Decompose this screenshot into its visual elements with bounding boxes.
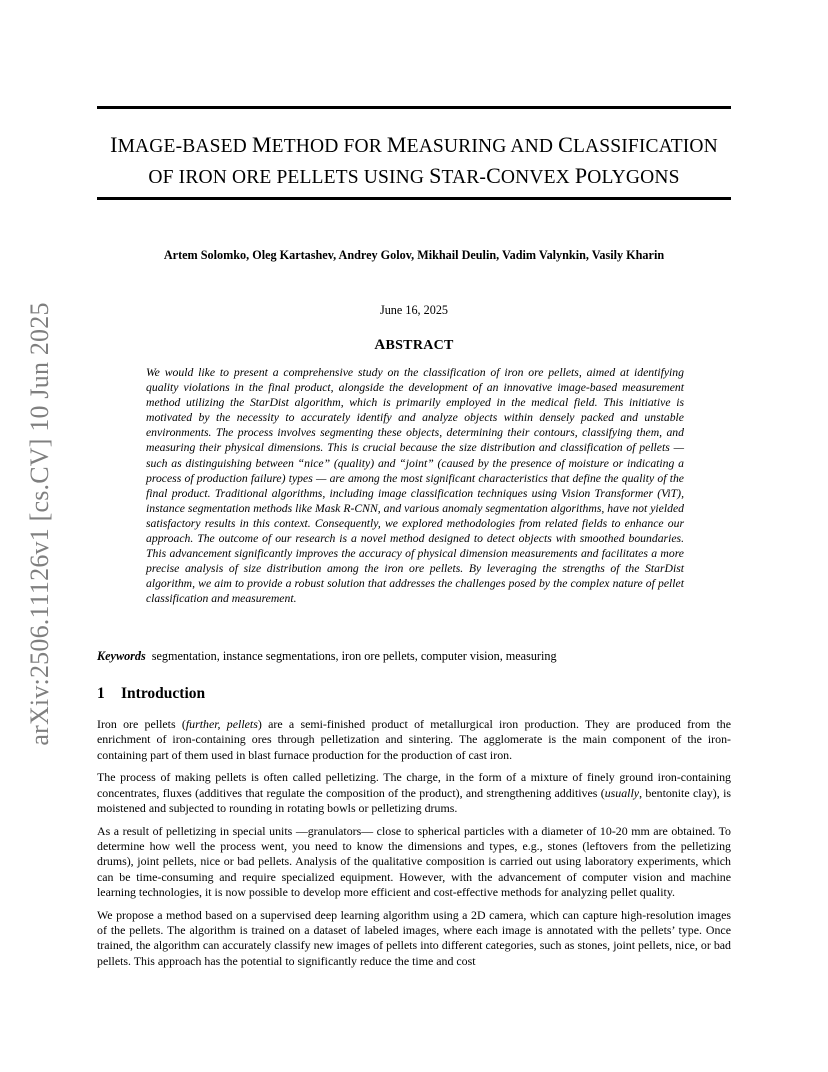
paper-title xyxy=(90,130,738,192)
abstract-heading-cap: A xyxy=(374,337,386,353)
paragraph: As a result of pelletizing in special units —granulators— close to spherical particles with a diameter of 10-20 mm are obtained. To determine how well the process went, you need to know the dimensions and types, e.g., stones (leftovers from the pelletizing drums), joint pellets, nice or bad pellets. Analysis of the qualitative composition is carried out using laboratory experiments, which can be time-consuming and require specialized equipment. However, with the advancement of computer vision and machine learning technologies, it is now possible to develop more efficient and cost-effective methods for analyzing pellet quality. xyxy=(97,823,731,899)
keywords-text: segmentation, instance segmentations, iron ore pellets, computer vision, measuring xyxy=(151,649,557,663)
section-number: 1 xyxy=(97,685,105,702)
title-cap: S xyxy=(429,163,442,188)
title-line-1 xyxy=(90,130,738,161)
title-cap: C xyxy=(558,132,573,157)
title-top-rule xyxy=(97,106,731,109)
paragraph-emphasis: usually xyxy=(604,785,640,800)
paragraph xyxy=(97,717,731,763)
abstract-heading xyxy=(60,337,768,354)
section-heading-introduction xyxy=(97,685,205,703)
title-cap: P xyxy=(574,163,588,188)
paragraph: We propose a method based on a supervised deep learning algorithm using a 2D camera, which can capture high-resolution images of the pellets. The algorithm is trained on a dataset of labeled images, where each image is annotated with the pellets’ type. Once trained, the algorithm can accurately classify new images of pellets into different categories, such as stones, joint pellets, nice, or bad pellets. This approach has the potential to significantly reduce the time and cost xyxy=(97,907,731,968)
title-text: ONVEX xyxy=(500,167,575,188)
title-bottom-rule xyxy=(97,197,731,200)
paragraph xyxy=(97,770,731,816)
title-cap: I xyxy=(110,132,118,157)
paragraph-text: , bentonite clay), is moistened and subjected to rounding in rotating bowls or pelletizing drums. xyxy=(97,785,731,815)
title-cap: M xyxy=(251,132,272,157)
paragraph-emphasis: further, pellets xyxy=(185,717,258,731)
paragraph-text: Iron ore pellets ( xyxy=(97,717,186,731)
title-text: EASURING AND xyxy=(406,136,559,157)
title-cap: M xyxy=(386,132,407,157)
paragraph-text: The process of making pellets is often called pelletizing. The charge, in the form of a mixture of finely ground iron-containing concentrates, fluxes (additives that regulate the composition of the product), and strengthening additives ( xyxy=(97,770,731,800)
abstract-text: We would like to present a comprehensive study on the classification of iron ore pellets, aimed at identifying quality violations in the final product, alongside the development of an innovative image-based measurement method utilizing the StarDist algorithm, which is primarily employed in the medical field. This initiative is motivated by the necessity to accurately identify and analyze objects within densely packed and unstable environments. The process involves segmenting these objects, determining their contours, classifying them, and measuring their physical dimensions. This is crucial because the size distribution and classification of pellets — such as distinguishing between “nice” (quality) and “joint” (caused by the presence of moisture or indicating a process of production failure) types — are among the most significant characteristics that define the quality of the final product. Traditional algorithms, including image classification techniques using Vision Transformer (ViT), instance segmentation methods like Mask R-CNN, and various anomaly segmentation algorithms, have not yielded satisfactory results in this context. Consequently, we explored methodologies from related fields to enhance our approach. The outcome of our research is a novel method designed to detect objects with smoothed boundaries. This advancement significantly improves the accuracy of physical dimension measurements and facilitates a more precise analysis of size distribution among the iron ore pellets. By leveraging the strengths of the StarDist algorithm, we aim to provide a robust solution that addresses the challenges posed by the complex nature of pellet classification and measurement. xyxy=(146,366,684,606)
title-text: MAGE-BASED xyxy=(117,136,252,157)
introduction-body xyxy=(97,717,731,976)
keywords-label: Keywords xyxy=(97,649,146,663)
author-list: Artem Solomko, Oleg Kartashev, Andrey Golov, Mikhail Deulin, Vadim Valynkin, Vasily Kharin xyxy=(163,248,665,262)
title-line-2 xyxy=(90,161,738,192)
title-text: OF IRON ORE PELLETS USING xyxy=(148,167,430,188)
title-cap: C xyxy=(486,163,501,188)
title-text: TAR- xyxy=(441,167,487,188)
publication-date: June 16, 2025 xyxy=(379,303,449,317)
abstract-heading-rest: BSTRACT xyxy=(385,338,454,353)
title-text: LASSIFICATION xyxy=(572,136,718,157)
title-text: ETHOD FOR xyxy=(271,136,387,157)
arxiv-stamp: arXiv:2506.11126v1 [cs.CV] 10 Jun 2025 xyxy=(25,302,54,746)
title-text: OLYGONS xyxy=(587,167,680,188)
paragraph-text: ) are a semi-finished product of metallurgical iron production. They are produced from the enrichment of iron-containing ores through pelletization and sintering. The agglomerate is the main component of the iron-containing part of them used in blast furnace production for the production of cast iron. xyxy=(97,717,731,762)
section-title: Introduction xyxy=(121,685,206,702)
keywords xyxy=(97,649,737,664)
